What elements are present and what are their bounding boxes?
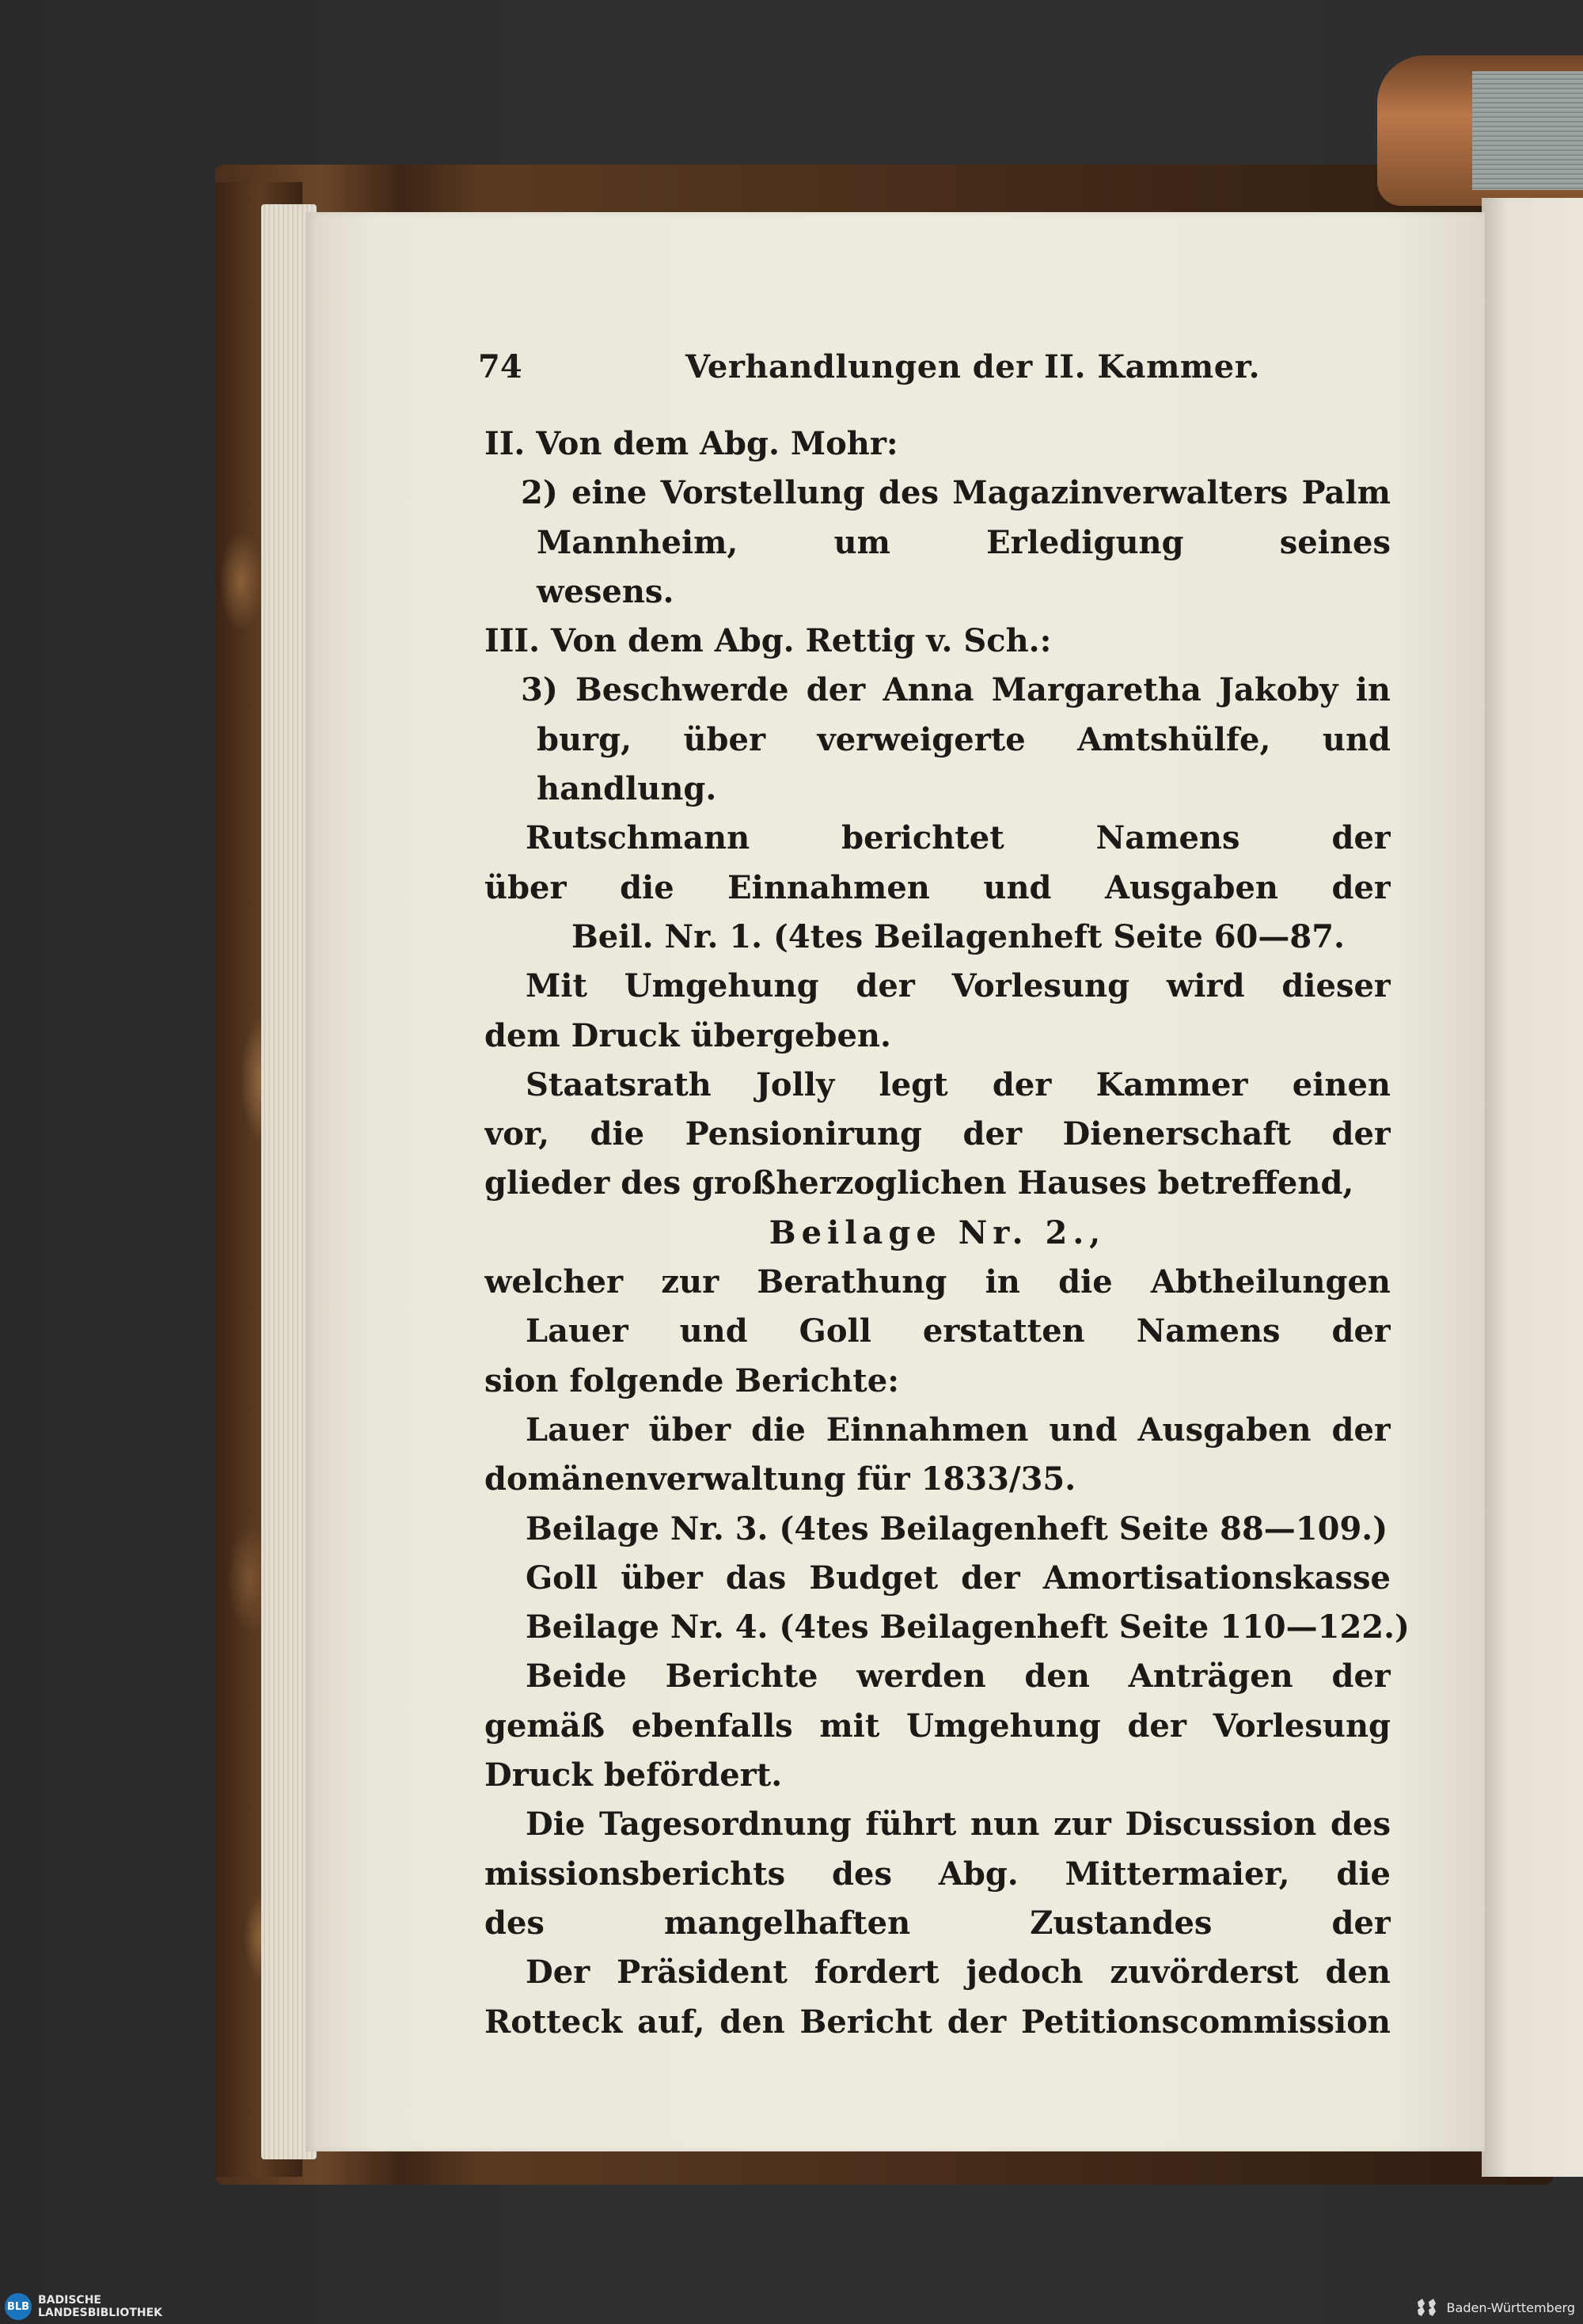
text-line: des mangelhaften Zustandes der bbox=[484, 1904, 1391, 1942]
text-line: Der Präsident fordert jedoch zuvörderst den bbox=[526, 1954, 1391, 1992]
text-line: wesens. bbox=[537, 572, 674, 610]
text-line: Lauer und Goll erstatten Namens der bbox=[526, 1312, 1391, 1350]
text-line: sion folgende Berichte: bbox=[484, 1361, 899, 1399]
text-line: Druck befördert. bbox=[484, 1756, 783, 1794]
page-edges-top bbox=[1472, 71, 1583, 190]
text-line: Beide Berichte werden den Anträgen der bbox=[526, 1658, 1391, 1696]
running-title: Verhandlungen der II. Kammer. bbox=[685, 348, 1261, 385]
text-line: glieder des großherzoglichen Hauses betreffend, bbox=[484, 1164, 1354, 1202]
page-body bbox=[484, 420, 1410, 2047]
text-line: burg, über verweigerte Amtshülfe, und bbox=[537, 720, 1391, 758]
text-line: missionsberichts des Abg. Mittermaier, die bbox=[484, 1855, 1391, 1893]
text-line: handlung. bbox=[537, 770, 717, 808]
page-number: 74 bbox=[478, 348, 522, 385]
text-line: welcher zur Berathung in die Abtheilungen bbox=[484, 1263, 1391, 1301]
text-line: Beilage Nr. 3. (4tes Beilagenheft Seite 88—109.) bbox=[526, 1509, 1388, 1547]
text-line: 2) eine Vorstellung des Magazinverwalters Palm bbox=[521, 474, 1391, 512]
blb-badge-icon: BLB bbox=[5, 2293, 32, 2320]
text-line: vor, die Pensionirung der Dienerschaft der bbox=[484, 1115, 1391, 1153]
text-line: Goll über das Budget der Amortisationskasse bbox=[526, 1559, 1391, 1597]
text-line: Rutschmann berichtet Namens der bbox=[526, 819, 1391, 857]
text-line: 3) Beschwerde der Anna Margaretha Jakoby in bbox=[521, 671, 1391, 709]
library-name-line2: LANDESBIBLIOTHEK bbox=[38, 2307, 163, 2319]
state-name: Baden-Württemberg bbox=[1446, 2299, 1575, 2315]
text-line: Die Tagesordnung führt nun zur Discussion des bbox=[526, 1806, 1391, 1844]
text-line: Rotteck auf, den Bericht der Petitionscommission bbox=[484, 2003, 1391, 2041]
text-line: II. Von dem Abg. Mohr: bbox=[484, 425, 898, 462]
text-line: domänenverwaltung für 1833/35. bbox=[484, 1460, 1076, 1498]
text-line: über die Einnahmen und Ausgaben der bbox=[484, 868, 1391, 906]
text-line: gemäß ebenfalls mit Umgehung der Vorlesung bbox=[484, 1707, 1391, 1745]
text-line: Mannheim, um Erledigung seines bbox=[537, 523, 1391, 561]
text-line: Beilage Nr. 4. (4tes Beilagenheft Seite 110—122.) bbox=[526, 1608, 1410, 1646]
text-line: Beilage Nr. 2., bbox=[769, 1213, 1107, 1251]
library-name bbox=[38, 2294, 162, 2319]
text-line: Staatsrath Jolly legt der Kammer einen bbox=[526, 1065, 1391, 1103]
state-logo bbox=[1415, 2297, 1575, 2318]
library-name-line1: BADISCHE bbox=[38, 2294, 101, 2307]
text-line: Lauer über die Einnahmen und Ausgaben der bbox=[526, 1411, 1391, 1449]
text-line: Beil. Nr. 1. (4tes Beilagenheft Seite 60—87. bbox=[571, 917, 1345, 955]
text-line: dem Druck übergeben. bbox=[484, 1016, 891, 1054]
text-line: Mit Umgehung der Vorlesung wird dieser bbox=[526, 967, 1391, 1005]
running-head bbox=[478, 348, 1349, 396]
library-logo bbox=[5, 2292, 162, 2321]
book-page bbox=[306, 212, 1485, 2151]
text-line: III. Von dem Abg. Rettig v. Sch.: bbox=[484, 622, 1052, 660]
facing-page-edge bbox=[1482, 198, 1583, 2177]
state-lions-icon bbox=[1415, 2297, 1441, 2318]
